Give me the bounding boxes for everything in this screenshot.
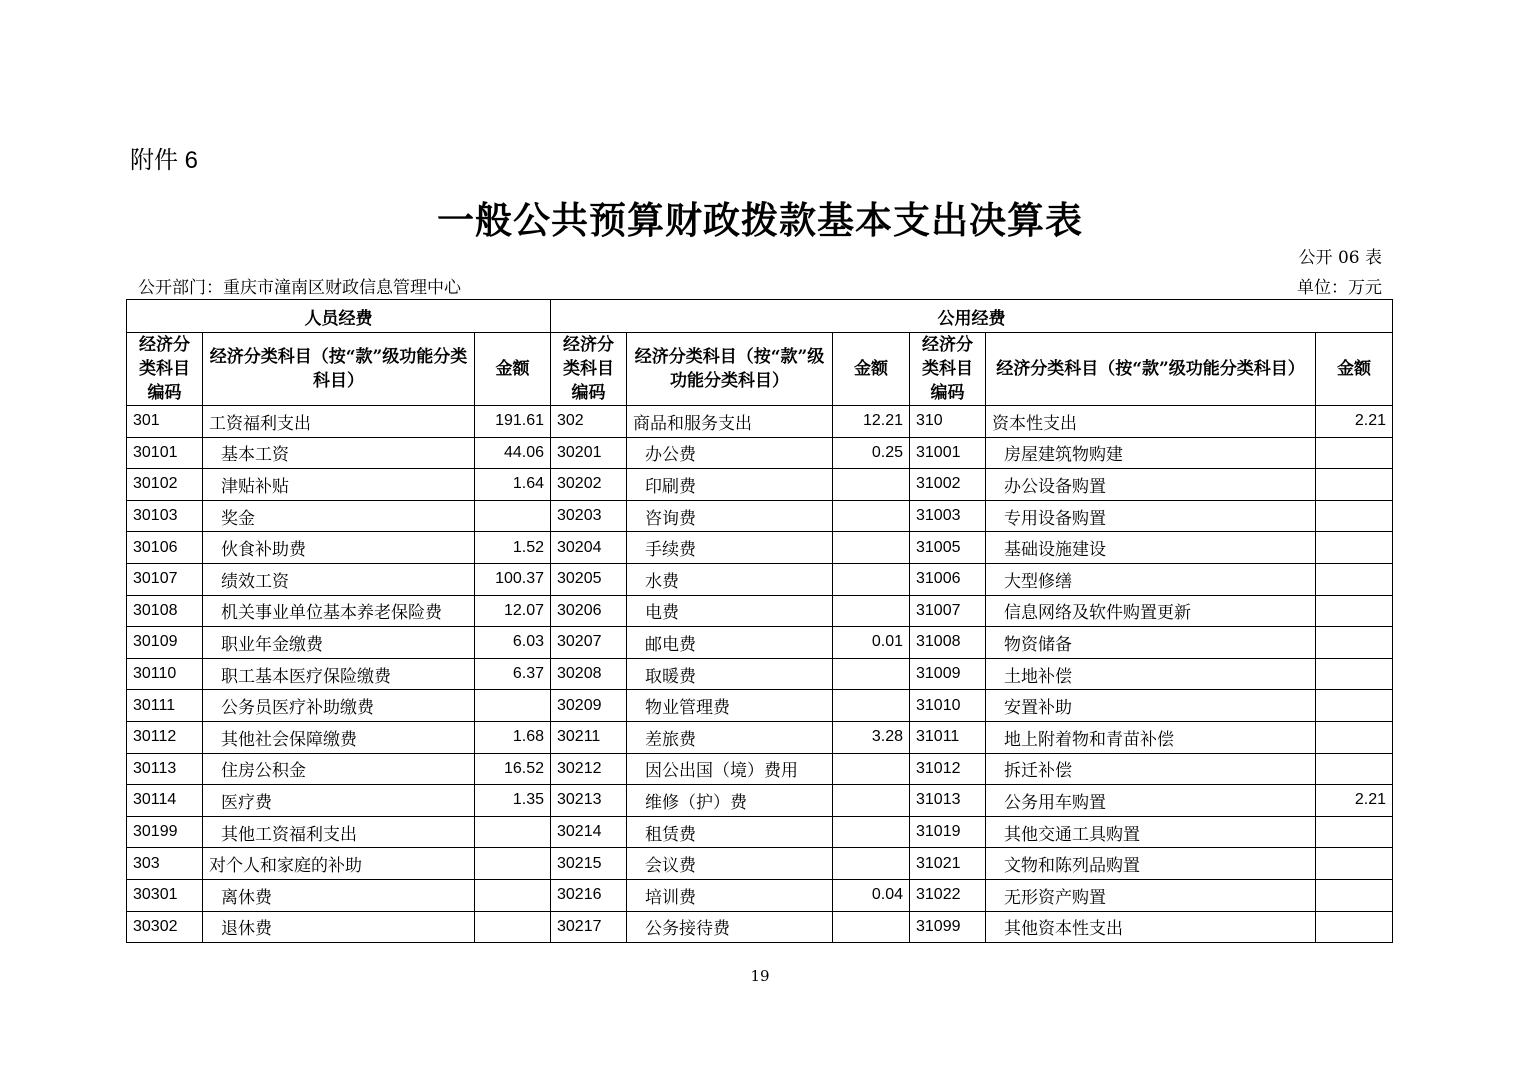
code-cell: 30217 [551,911,627,943]
amount-cell [833,785,910,817]
amount-cell [1316,437,1393,469]
amount-cell [833,753,910,785]
amount-cell [475,500,551,532]
amount-cell [475,911,551,943]
code-cell: 31019 [910,816,986,848]
code-cell: 31003 [910,500,986,532]
amount-cell [833,816,910,848]
attachment-label: 附件 6 [130,147,199,174]
code-cell: 30111 [127,690,203,722]
name-cell: 办公设备购置 [986,469,1316,501]
amount-cell: 12.07 [475,595,551,627]
name-cell: 其他交通工具购置 [986,816,1316,848]
amount-cell [833,500,910,532]
code-cell: 310 [910,406,986,438]
code-cell: 30114 [127,785,203,817]
header-amount: 金额 [1316,333,1393,406]
name-cell: 取暖费 [627,658,833,690]
amount-cell: 6.37 [475,658,551,690]
table-row [127,627,1393,659]
table-row [127,658,1393,690]
table-row [127,816,1393,848]
amount-cell [1316,595,1393,627]
code-cell: 30205 [551,563,627,595]
code-cell: 31008 [910,627,986,659]
code-cell: 30213 [551,785,627,817]
code-cell: 30112 [127,721,203,753]
table-row [127,437,1393,469]
name-cell: 信息网络及软件购置更新 [986,595,1316,627]
name-cell: 其他工资福利支出 [203,816,475,848]
name-cell: 对个人和家庭的补助 [203,848,475,880]
group-header-personnel: 人员经费 [127,300,551,333]
amount-cell: 12.21 [833,406,910,438]
code-cell: 30211 [551,721,627,753]
code-cell: 30212 [551,753,627,785]
amount-cell: 1.64 [475,469,551,501]
table-row [127,469,1393,501]
amount-cell: 0.01 [833,627,910,659]
name-cell: 物资储备 [986,627,1316,659]
amount-cell [475,848,551,880]
code-cell: 30106 [127,532,203,564]
table-body [127,406,1393,943]
name-cell: 物业管理费 [627,690,833,722]
code-cell: 30102 [127,469,203,501]
code-cell: 30206 [551,595,627,627]
amount-cell: 2.21 [1316,785,1393,817]
header-amount: 金额 [833,333,910,406]
code-cell: 30103 [127,500,203,532]
name-cell: 离休费 [203,879,475,911]
code-cell: 30204 [551,532,627,564]
code-cell: 30214 [551,816,627,848]
amount-cell: 0.25 [833,437,910,469]
code-cell: 30108 [127,595,203,627]
code-cell: 301 [127,406,203,438]
amount-cell [1316,753,1393,785]
table-row [127,753,1393,785]
code-cell: 30199 [127,816,203,848]
name-cell: 电费 [627,595,833,627]
amount-cell [1316,848,1393,880]
code-cell: 30107 [127,563,203,595]
amount-cell [475,879,551,911]
amount-cell: 3.28 [833,721,910,753]
name-cell: 租赁费 [627,816,833,848]
amount-cell [475,816,551,848]
code-cell: 31005 [910,532,986,564]
name-cell: 差旅费 [627,721,833,753]
code-cell: 30201 [551,437,627,469]
amount-cell [833,595,910,627]
code-cell: 31001 [910,437,986,469]
amount-cell [833,848,910,880]
amount-cell [1316,532,1393,564]
name-cell: 其他资本性支出 [986,911,1316,943]
header-name: 经济分类科目（按“款”级功能分类科目） [986,333,1316,406]
expenditure-table [126,299,1393,943]
code-cell: 303 [127,848,203,880]
name-cell: 培训费 [627,879,833,911]
page-title: 一般公共预算财政拨款基本支出决算表 [437,198,1083,242]
name-cell: 基础设施建设 [986,532,1316,564]
name-cell: 因公出国（境）费用 [627,753,833,785]
code-cell: 30216 [551,879,627,911]
amount-cell [1316,816,1393,848]
code-cell: 30209 [551,690,627,722]
name-cell: 手续费 [627,532,833,564]
amount-cell [833,532,910,564]
amount-cell: 0.04 [833,879,910,911]
code-cell: 31006 [910,563,986,595]
form-number: 公开 06 表 [1298,248,1382,268]
name-cell: 邮电费 [627,627,833,659]
amount-cell: 1.52 [475,532,551,564]
name-cell: 维修（护）费 [627,785,833,817]
name-cell: 职业年金缴费 [203,627,475,659]
table-row [127,879,1393,911]
code-cell: 31013 [910,785,986,817]
name-cell: 基本工资 [203,437,475,469]
code-cell: 31007 [910,595,986,627]
table-row [127,911,1393,943]
table-row [127,848,1393,880]
header-code: 经济分类科目编码 [551,333,627,406]
code-cell: 30113 [127,753,203,785]
code-cell: 30203 [551,500,627,532]
name-cell: 无形资产购置 [986,879,1316,911]
page-number: 19 [750,967,770,985]
name-cell: 机关事业单位基本养老保险费 [203,595,475,627]
table-row [127,406,1393,438]
amount-cell: 191.61 [475,406,551,438]
name-cell: 伙食补助费 [203,532,475,564]
name-cell: 津贴补贴 [203,469,475,501]
name-cell: 土地补偿 [986,658,1316,690]
name-cell: 安置补助 [986,690,1316,722]
group-header-public: 公用经费 [551,300,1393,333]
amount-cell: 100.37 [475,563,551,595]
amount-cell: 1.35 [475,785,551,817]
amount-cell [1316,879,1393,911]
code-cell: 31012 [910,753,986,785]
name-cell: 其他社会保障缴费 [203,721,475,753]
code-cell: 31009 [910,658,986,690]
amount-cell: 1.68 [475,721,551,753]
name-cell: 医疗费 [203,785,475,817]
header-amount: 金额 [475,333,551,406]
name-cell: 住房公积金 [203,753,475,785]
header-code: 经济分类科目编码 [127,333,203,406]
department-label: 公开部门：重庆市潼南区财政信息管理中心 [138,278,461,298]
code-cell: 31022 [910,879,986,911]
code-cell: 31021 [910,848,986,880]
amount-cell: 2.21 [1316,406,1393,438]
table-row [127,595,1393,627]
table-row [127,785,1393,817]
name-cell: 水费 [627,563,833,595]
header-name: 经济分类科目（按“款”级功能分类科目） [627,333,833,406]
name-cell: 房屋建筑物购建 [986,437,1316,469]
name-cell: 公务接待费 [627,911,833,943]
code-cell: 31099 [910,911,986,943]
amount-cell [833,690,910,722]
code-cell: 30208 [551,658,627,690]
header-code: 经济分类科目编码 [910,333,986,406]
name-cell: 工资福利支出 [203,406,475,438]
amount-cell [833,911,910,943]
table-row [127,690,1393,722]
name-cell: 咨询费 [627,500,833,532]
name-cell: 资本性支出 [986,406,1316,438]
name-cell: 印刷费 [627,469,833,501]
name-cell: 奖金 [203,500,475,532]
name-cell: 职工基本医疗保险缴费 [203,658,475,690]
name-cell: 退休费 [203,911,475,943]
code-cell: 31011 [910,721,986,753]
name-cell: 专用设备购置 [986,500,1316,532]
code-cell: 30207 [551,627,627,659]
amount-cell [1316,469,1393,501]
amount-cell [1316,911,1393,943]
name-cell: 地上附着物和青苗补偿 [986,721,1316,753]
code-cell: 30110 [127,658,203,690]
table-row [127,500,1393,532]
amount-cell [1316,721,1393,753]
amount-cell [833,563,910,595]
amount-cell [1316,658,1393,690]
table-row [127,563,1393,595]
code-cell: 30215 [551,848,627,880]
name-cell: 文物和陈列品购置 [986,848,1316,880]
header-name: 经济分类科目（按“款”级功能分类科目） [203,333,475,406]
name-cell: 办公费 [627,437,833,469]
amount-cell [833,658,910,690]
unit-label: 单位：万元 [1297,278,1382,298]
table-row [127,721,1393,753]
code-cell: 302 [551,406,627,438]
name-cell: 商品和服务支出 [627,406,833,438]
amount-cell [833,469,910,501]
name-cell: 拆迁补偿 [986,753,1316,785]
code-cell: 30101 [127,437,203,469]
code-cell: 30301 [127,879,203,911]
name-cell: 公务员医疗补助缴费 [203,690,475,722]
amount-cell: 6.03 [475,627,551,659]
name-cell: 会议费 [627,848,833,880]
amount-cell: 44.06 [475,437,551,469]
amount-cell [1316,690,1393,722]
amount-cell [1316,563,1393,595]
table-row [127,532,1393,564]
code-cell: 31002 [910,469,986,501]
code-cell: 31010 [910,690,986,722]
amount-cell [1316,500,1393,532]
name-cell: 大型修缮 [986,563,1316,595]
name-cell: 绩效工资 [203,563,475,595]
amount-cell: 16.52 [475,753,551,785]
amount-cell [475,690,551,722]
name-cell: 公务用车购置 [986,785,1316,817]
code-cell: 30202 [551,469,627,501]
code-cell: 30109 [127,627,203,659]
code-cell: 30302 [127,911,203,943]
amount-cell [1316,627,1393,659]
